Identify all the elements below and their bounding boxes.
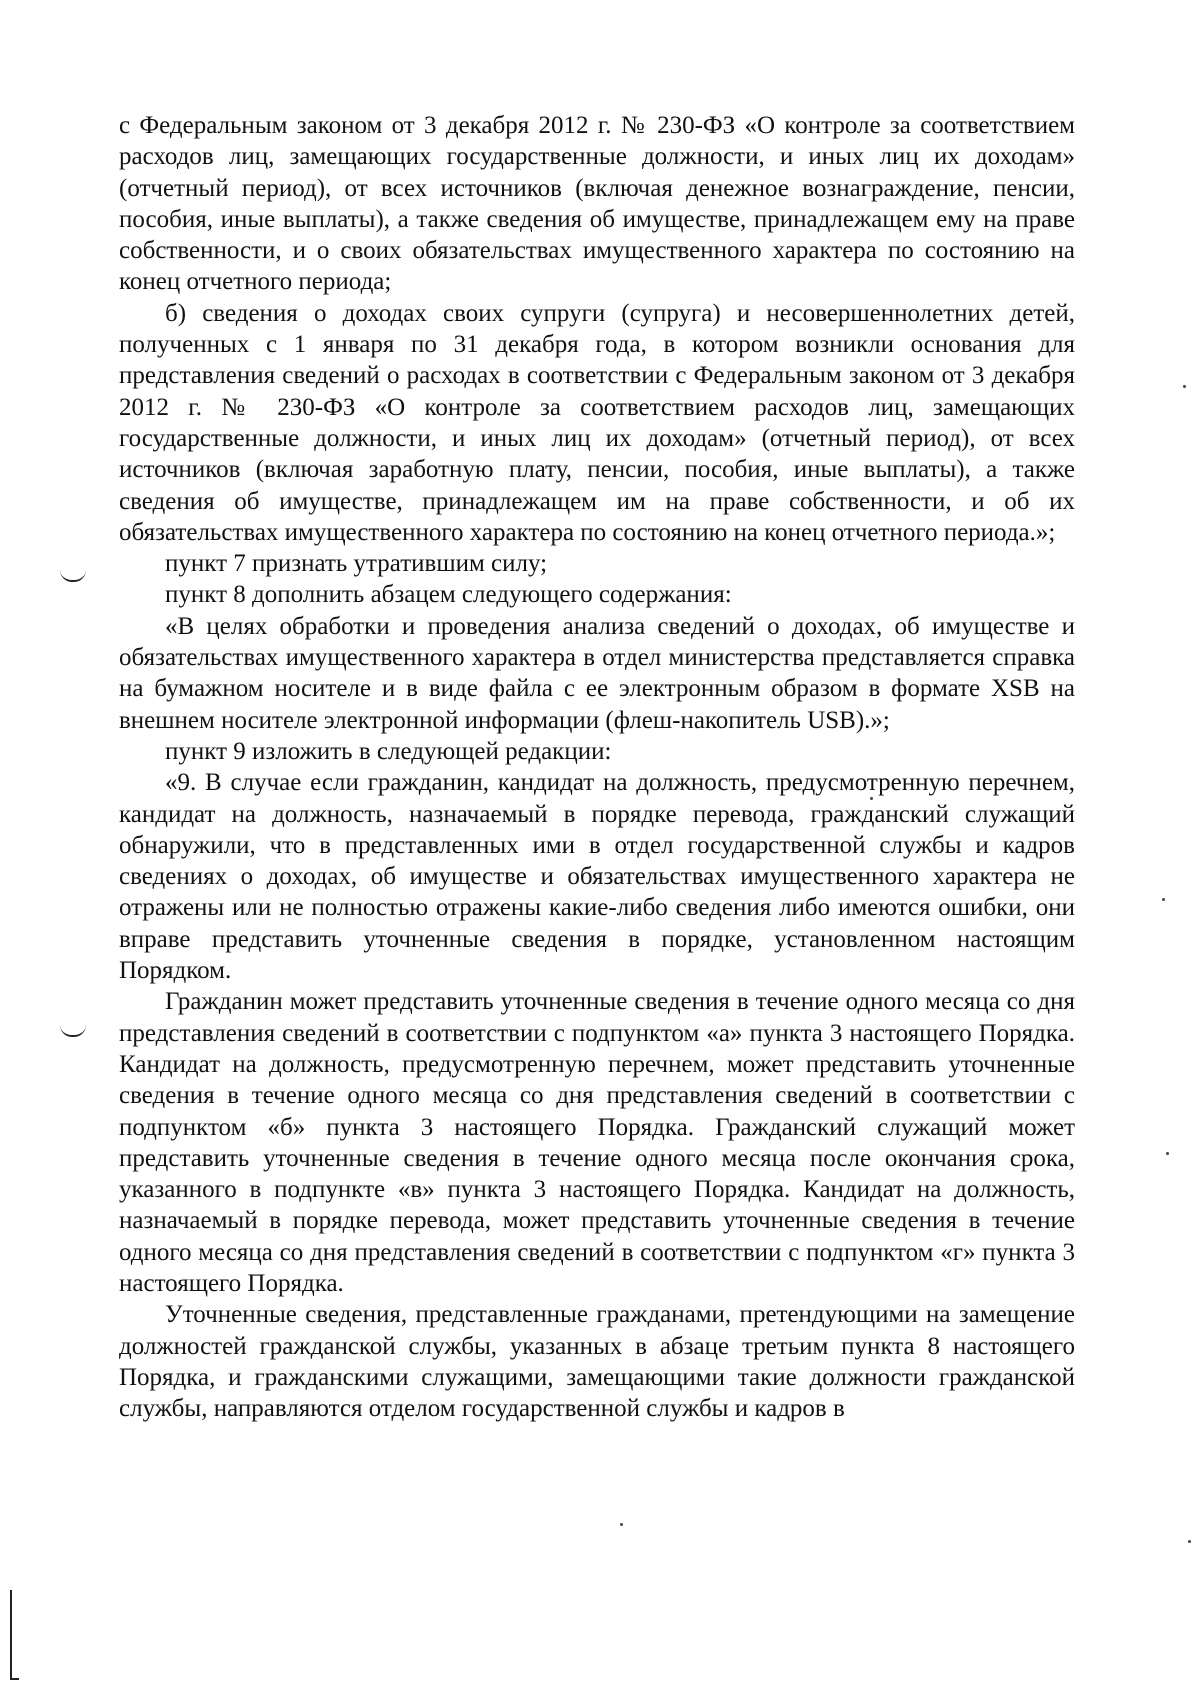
- paragraph-item-9: пункт 9 изложить в следующей редакции:: [165, 737, 612, 765]
- paragraph-item-7: пункт 7 признать утратившим силу;: [165, 550, 548, 578]
- scan-mark-left-foot: [10, 1678, 19, 1680]
- scan-dot-2: [1162, 898, 1165, 901]
- scan-dot-5: [620, 1523, 623, 1526]
- scan-dot-4: [1188, 1540, 1191, 1543]
- scan-dot-3: [1166, 1152, 1169, 1155]
- paragraph-item-8-addition: «В целях обработки и проведения анализа сведений о доходах, об имуществе и обязательствах имущественного характера в отдел министерства представляется справка на бумажном носителе и в виде файла с ее электронным образом в формате XSB на внешнем носителе электронной информации (флеш-накопитель USB).»;: [119, 612, 1075, 734]
- paragraph-clarification-terms: Гражданин может представить уточненные сведения в течение одного месяца со дня представления сведений в соответствии с подпунктом «а» пункта 3 настоящего Порядка. Кандидат на должность, предусмотренную перечнем, может представить уточненные сведения в течение одного месяца со дня представления сведений в соответствии с подпунктом «б» пункта 3 настоящего Порядка. Гражданский служащий может представить уточненные сведения в течение одного месяца после окончания срока, указанного в подпункте «в» пункта 3 настоящего Порядка. Кандидат на должность, назначаемый в порядке перевода, может представить уточненные сведения в течение одного месяца со дня представления сведений в соответствии с подпунктом «г» пункта 3 настоящего Порядка.: [119, 988, 1075, 1297]
- paragraph-clarified-info: Уточненные сведения, представленные гражданами, претендующими на замещение должностей гражданской службы, указанных в абзаце третьим пункта 8 настоящего Порядка, и гражданскими служащими, замещающими такие должности гражданской службы, направляются отделом государственной службы и кадров в: [119, 1301, 1075, 1423]
- paragraph-continuation: с Федеральным законом от 3 декабря 2012 г. № 230-ФЗ «О контроле за соответствием расходов лиц, замещающих государственные должности, и иных лиц их доходам» (отчетный период), от всех источников (включая денежное вознаграждение, пенсии, пособия, иные выплаты), а также сведения об имуществе, принадлежащем ему на праве собственности, и о своих обязательствах имущественного характера по состоянию на конец отчетного периода;: [119, 112, 1075, 296]
- scan-dot-1: [1183, 385, 1186, 388]
- paragraph-item-9-text: «9. В случае если гражданин, кандидат на должность, предусмотренную перечнем, кандидат на должность, назначаемый в порядке перевода, гражданский служащий обнаружили, что в представленных ими в отдел государственной службы и кадров сведениях о доходах, об имуществе и обязательствах имущественного характера не отражены или не полностью отражены какие-либо сведения либо имеются ошибки, они вправе представить уточненные сведения в порядке, установленном настоящим Порядком.: [119, 769, 1075, 985]
- paragraph-item-8: пункт 8 дополнить абзацем следующего содержания:: [165, 581, 732, 609]
- document-body: [119, 110, 1075, 1424]
- paragraph-b: б) сведения о доходах своих супруги (супруга) и несовершеннолетних детей, полученных с 1 января по 31 декабря года, в котором возникли основания для представления сведений о расходах в соответствии с Федеральным законом от 3 декабря 2012 г. № 230-ФЗ «О контроле за соответствием расходов лиц, замещающих государственные должности, и иных лиц их доходам» (отчетный период), от всех источников (включая заработную плату, пенсии, пособия, иные выплаты), а также сведения об имуществе, принадлежащем им на праве собственности, и об их обязательствах имущественного характера по состоянию на конец отчетного периода.»;: [119, 299, 1075, 546]
- scan-mark-left-2: [60, 1025, 86, 1037]
- scan-dot-6: [870, 797, 873, 800]
- scan-mark-left-1: [60, 570, 86, 582]
- scan-mark-left-bar: [10, 1590, 12, 1680]
